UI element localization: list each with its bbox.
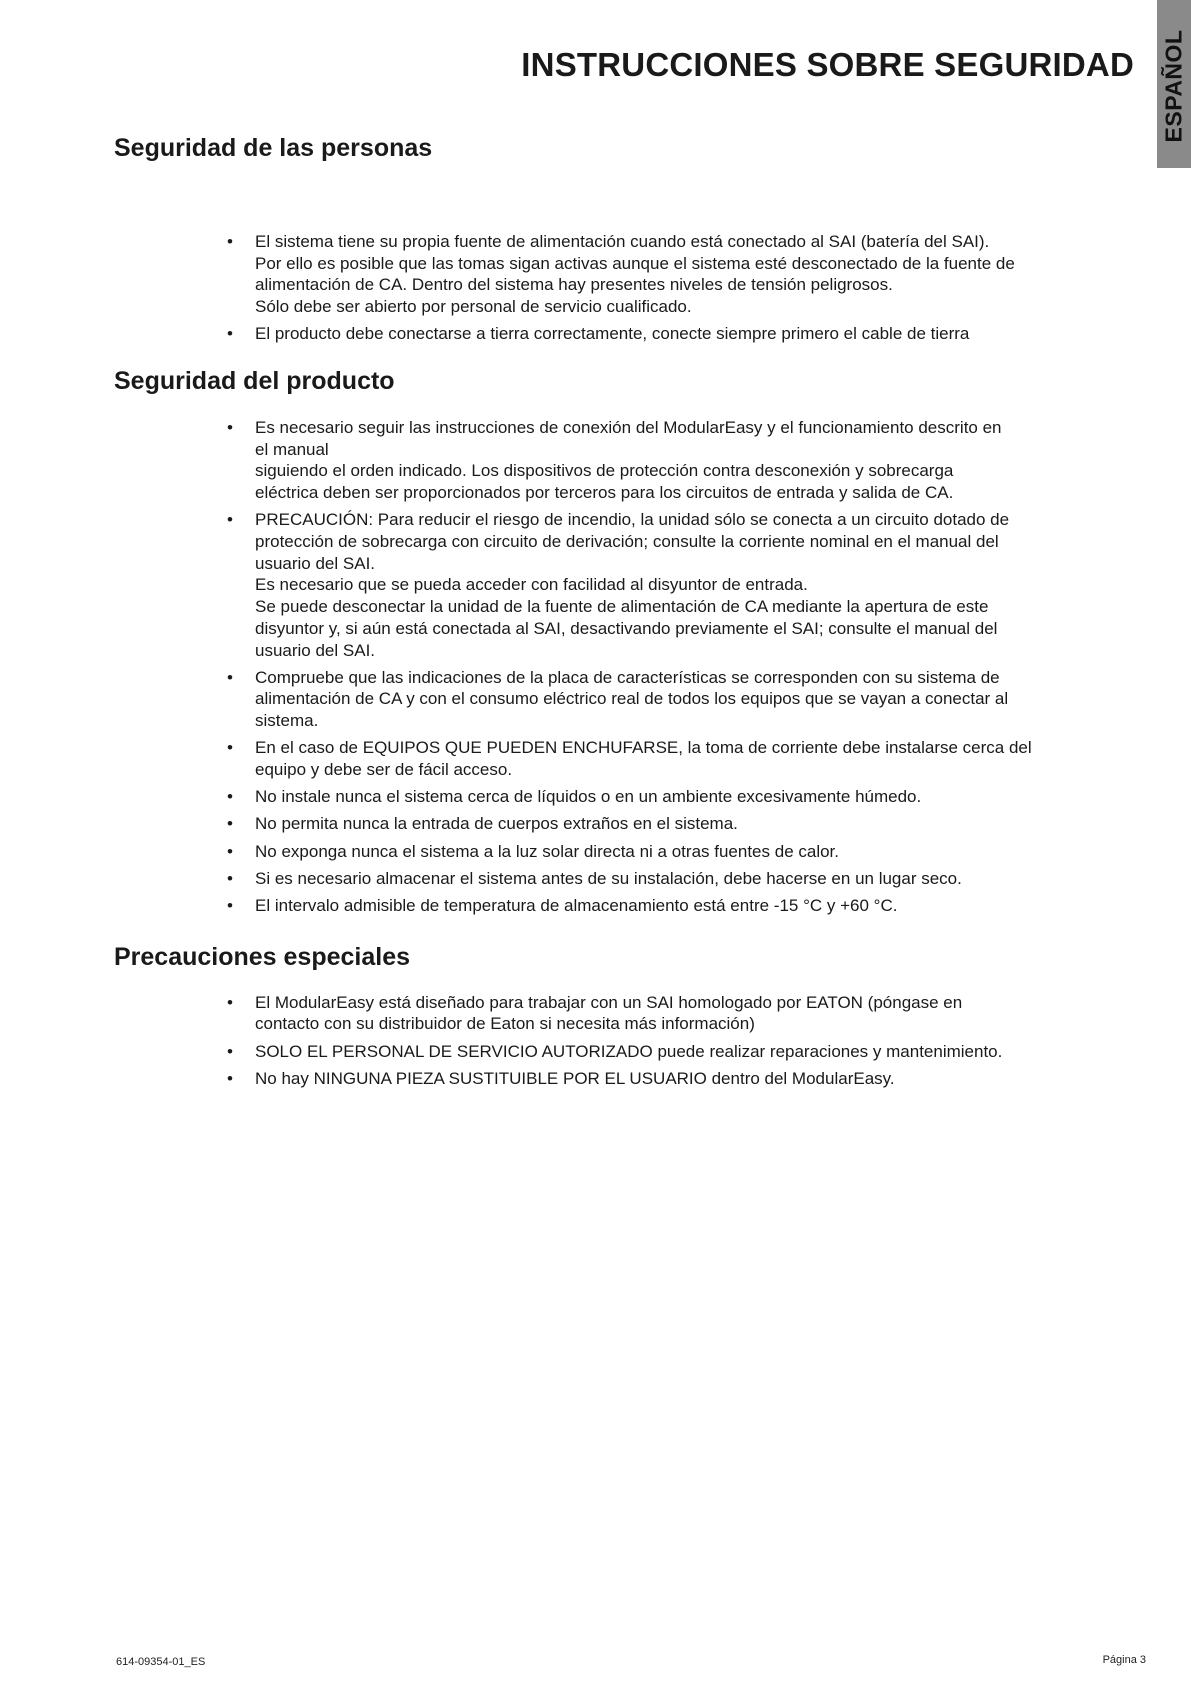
bullet-item: [255, 1068, 1114, 1090]
bullet-item: [255, 417, 1114, 504]
section-heading: Seguridad del producto: [114, 367, 395, 396]
bullet-item: [255, 323, 1114, 345]
bullet-text-line: • SOLO EL PERSONAL DE SERVICIO AUTORIZADO puede realizar reparaciones y mantenimiento.: [255, 1041, 1003, 1061]
section-product-safety: [114, 367, 1114, 917]
bullet-text-line: • No hay NINGUNA PIEZA SUSTITUIBLE POR EL USUARIO dentro del ModularEasy.: [255, 1068, 895, 1088]
bullet-item: [255, 841, 1114, 863]
bullet-text-line: disyuntor y, si aún está conectada al SAI, desactivando previamente el SAI; consulte el manual del: [255, 618, 998, 638]
section-heading: Seguridad de las personas: [114, 134, 433, 162]
bullet-text-line: alimentación de CA y con el consumo eléctrico real de todos los equipos que se vayan a conectar al: [255, 689, 1009, 709]
page-number: Página 3: [1102, 1654, 1146, 1666]
bullet-item: [255, 868, 1114, 890]
document-body: [114, 134, 1114, 1095]
language-tab: [1157, 0, 1191, 168]
bullet-text-line: • Es necesario seguir las instrucciones de conexión del ModularEasy y el funcionamiento descrito en: [255, 418, 1002, 438]
bullet-text-line: Es necesario que se pueda acceder con facilidad al disyuntor de entrada.: [255, 575, 808, 595]
bullet-text-line: usuario del SAI.: [255, 640, 376, 660]
bullet-text-line: Se puede desconectar la unidad de la fuente de alimentación de CA mediante la apertura de este: [255, 597, 989, 617]
bullet-text-line: • No exponga nunca el sistema a la luz solar directa ni a otras fuentes de calor.: [255, 841, 840, 861]
bullet-list: [114, 992, 1114, 1090]
document-number: 614-09354-01_ES: [116, 1656, 206, 1668]
bullet-item: [255, 786, 1114, 808]
bullet-text-line: alimentación de CA. Dentro del sistema hay presentes niveles de tensión peligrosos.: [255, 275, 893, 295]
bullet-text-line: equipo y debe ser de fácil acceso.: [255, 760, 513, 780]
bullet-text-line: usuario del SAI.: [255, 553, 376, 573]
bullet-text-line: siguiendo el orden indicado. Los dispositivos de protección contra desconexión y sobrecarga: [255, 461, 954, 481]
bullet-item: [255, 667, 1114, 732]
bullet-list: [114, 231, 1114, 345]
language-tab-label: ESPAÑOL: [1160, 29, 1187, 143]
bullet-item: [255, 231, 1114, 318]
bullet-item: [255, 992, 1114, 1035]
bullet-text-line: • Compruebe que las indicaciones de la placa de características se corresponden con su sistema de: [255, 667, 1000, 687]
page-title: INSTRUCCIONES SOBRE SEGURIDAD: [521, 46, 1134, 83]
bullet-text-line: protección de sobrecarga con circuito de derivación; consulte la corriente nominal en el manual del: [255, 532, 999, 552]
bullet-text-line: contacto con su distribuidor de Eaton si necesita más información): [255, 1014, 755, 1034]
bullet-item: [255, 509, 1114, 661]
bullet-text-line: eléctrica deben ser proporcionados por terceros para los circuitos de entrada y salida de CA.: [255, 483, 954, 503]
bullet-text-line: • PRECAUCIÓN: Para reducir el riesgo de incendio, la unidad sólo se conecta a un circuito dotado de: [255, 510, 1010, 530]
bullet-text-line: • El sistema tiene su propia fuente de alimentación cuando está conectado al SAI (batería del SAI).: [255, 232, 990, 251]
bullet-text-line: Por ello es posible que las tomas sigan activas aunque el sistema esté desconectado de la fuente de: [255, 253, 1015, 273]
bullet-text-line: sistema.: [255, 711, 319, 731]
section-heading: Precauciones especiales: [114, 942, 411, 971]
bullet-text-line: • Si es necesario almacenar el sistema antes de su instalación, debe hacerse en un lugar seco.: [255, 868, 962, 888]
section-special-precautions: [114, 943, 1114, 1090]
bullet-text-line: el manual: [255, 439, 329, 459]
bullet-list: [114, 417, 1114, 917]
bullet-text-line: • No permita nunca la entrada de cuerpos extraños en el sistema.: [255, 814, 738, 834]
bullet-item: [255, 737, 1114, 780]
bullet-text-line: Sólo debe ser abierto por personal de servicio cualificado.: [255, 297, 692, 317]
bullet-text-line: • El producto debe conectarse a tierra correctamente, conecte siempre primero el cable de tierra: [255, 324, 970, 344]
bullet-text-line: • No instale nunca el sistema cerca de líquidos o en un ambiente excesivamente húmedo.: [255, 787, 922, 807]
bullet-item: [255, 895, 1114, 917]
bullet-item: [255, 813, 1114, 835]
bullet-item: [255, 1041, 1114, 1063]
section-personal-safety: [114, 134, 1114, 345]
bullet-text-line: • El ModularEasy está diseñado para trabajar con un SAI homologado por EATON (póngase en: [255, 992, 963, 1012]
bullet-text-line: • En el caso de EQUIPOS QUE PUEDEN ENCHUFARSE, la toma de corriente debe instalarse cerca del: [255, 738, 1032, 758]
bullet-text-line: • El intervalo admisible de temperatura de almacenamiento está entre -15 °C y +60 °C.: [255, 896, 898, 916]
